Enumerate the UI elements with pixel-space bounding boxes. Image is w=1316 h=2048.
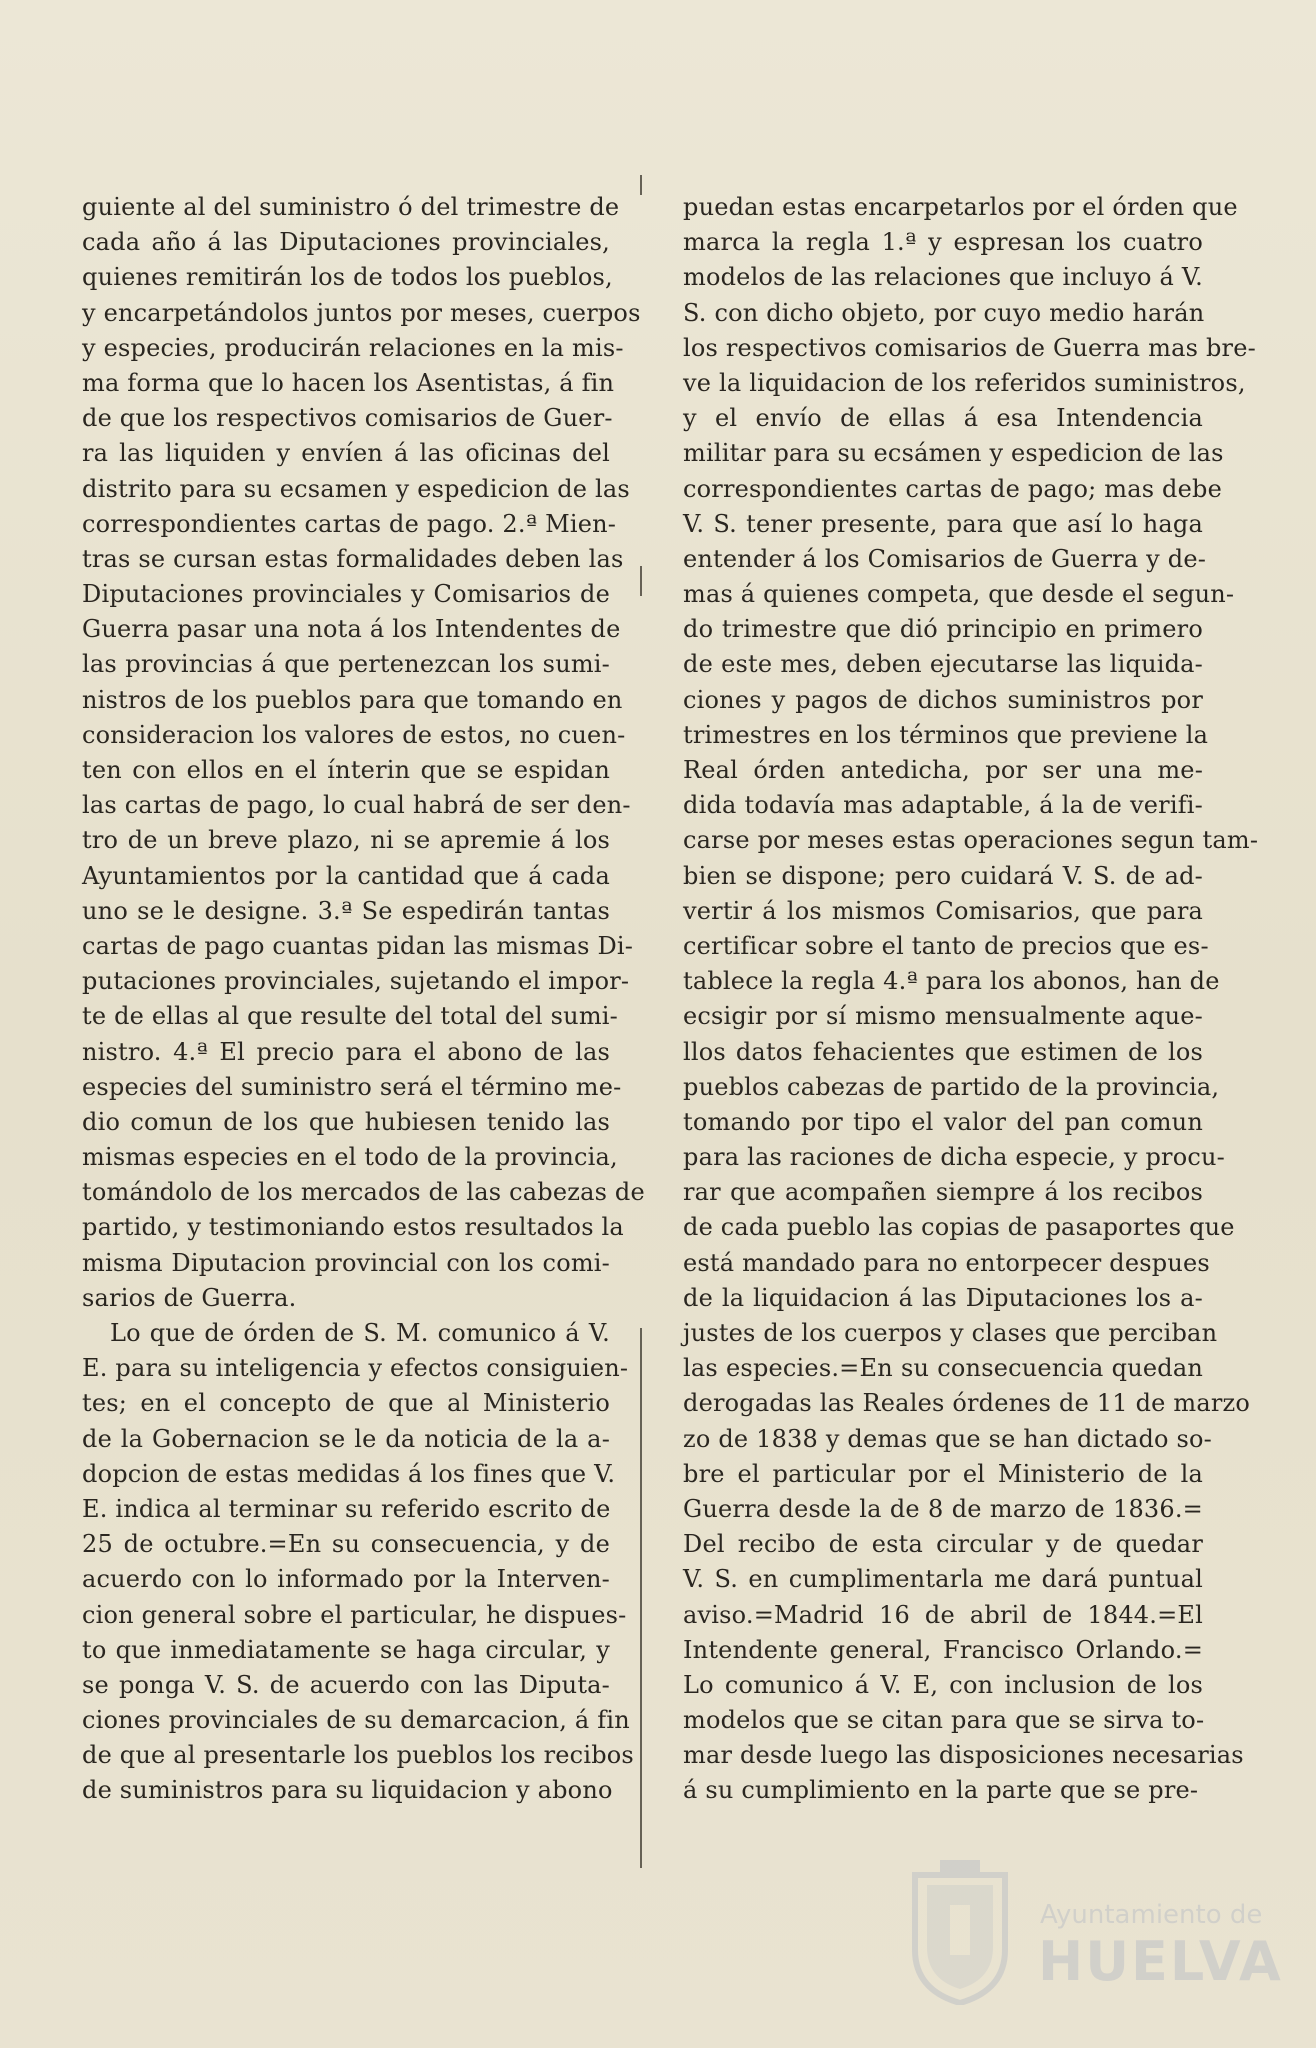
text-line: acuerdo con lo informado por la Interven-	[82, 1565, 610, 1594]
text-line: cion general sobre el particular, he dispues-	[82, 1600, 627, 1629]
text-line: tomándolo de los mercados de las cabezas de	[82, 1178, 645, 1207]
text-line: uno se le designe. 3.ª Se espedirán tantas	[82, 896, 610, 925]
text-line: Intendente general, Francisco Orlando.=	[683, 1635, 1203, 1664]
text-line: E. para su inteligencia y efectos consiguien-	[82, 1354, 629, 1383]
text-line: ciones y pagos de dichos suministros por	[683, 685, 1203, 714]
text-line: y especies, producirán relaciones en la mis-	[82, 333, 624, 362]
text-line: mas á quienes competa, que desde el segun-	[683, 580, 1235, 609]
text-line: do trimestre que dió principio en primero	[683, 615, 1203, 644]
text-line: dopcion de estas medidas á los fines que V.	[82, 1459, 616, 1488]
text-line: llos datos fehacientes que estimen de los	[683, 1037, 1203, 1066]
text-line: nistros de los pueblos para que tomando en	[82, 685, 623, 714]
text-line: distrito para su ecsamen y espedicion de las	[82, 474, 630, 503]
huelva-shield-icon	[905, 1855, 1015, 2005]
text-line: puedan estas encarpetarlos por el órden que	[683, 193, 1238, 221]
text-line: marca la regla 1.ª y espresan los cuatro	[683, 228, 1203, 257]
text-line: dio comun de los que hubiesen tenido las	[82, 1107, 610, 1136]
text-line: Ayuntamientos por la cantidad que á cada	[82, 861, 610, 890]
column-divider-mark	[640, 566, 642, 596]
text-line: sarios de Guerra.	[82, 1283, 297, 1312]
text-line: zo de 1838 y demas que se han dictado so-	[683, 1424, 1212, 1453]
text-line: los respectivos comisarios de Guerra mas bre-	[683, 333, 1256, 362]
text-line: y encarpetándolos juntos por meses, cuerpos	[82, 298, 641, 327]
text-line: misma Diputacion provincial con los comi-	[82, 1248, 610, 1277]
text-line: y el envío de ellas á esa Intendencia	[683, 404, 1203, 433]
text-line: Del recibo de esta circular y de quedar	[683, 1530, 1203, 1559]
text-line: ten con ellos en el ínterin que se espidan	[82, 756, 610, 784]
text-line: cartas de pago cuantas pidan las mismas Di-	[82, 931, 634, 960]
text-line: de este mes, deben ejecutarse las liquida-	[683, 650, 1203, 679]
text-line: correspondientes cartas de pago. 2.ª Mien-	[82, 509, 617, 538]
text-line: Real órden antedicha, por ser una me-	[683, 756, 1203, 784]
text-line: quienes remitirán los de todos los pueblos,	[82, 263, 613, 292]
text-line: las especies.=En su consecuencia quedan	[683, 1354, 1203, 1383]
text-line: de que los respectivos comisarios de Guer-	[82, 404, 613, 433]
right-text-column	[683, 190, 1259, 1809]
text-line: carse por meses estas operaciones segun tam-	[683, 826, 1259, 855]
text-line: cada año á las Diputaciones provinciales,	[82, 228, 610, 257]
text-line: guiente al del suministro ó del trimestre de	[82, 193, 620, 221]
text-line: correspondientes cartas de pago; mas debe	[683, 474, 1222, 503]
text-line: 25 de octubre.=En su consecuencia, y de	[82, 1530, 610, 1559]
text-line: V. S. tener presente, para que así lo haga	[683, 509, 1203, 538]
text-line: tro de un breve plazo, ni se apremie á los	[82, 826, 610, 855]
text-line: bien se dispone; pero cuidará V. S. de ad-	[683, 861, 1203, 890]
text-line: V. S. en cumplimentarla me dará puntual	[683, 1565, 1203, 1594]
text-line: tomando por tipo el valor del pan comun	[683, 1107, 1203, 1136]
text-line: á su cumplimiento en la parte que se pre-	[683, 1776, 1199, 1805]
text-line: de cada pueblo las copias de pasaportes que	[683, 1213, 1235, 1242]
text-line: se ponga V. S. de acuerdo con las Diputa-	[82, 1670, 610, 1699]
archive-watermark	[905, 1855, 1285, 2005]
text-line: tes; en el concepto de que al Ministerio	[82, 1389, 610, 1418]
text-line: de que al presentarle los pueblos los recibos	[82, 1741, 634, 1770]
text-line: certificar sobre el tanto de precios que es-	[683, 931, 1209, 960]
text-line: de la liquidacion á las Diputaciones los a-	[683, 1283, 1203, 1312]
text-line: pueblos cabezas de partido de la provincia,	[683, 1072, 1220, 1101]
text-line: bre el particular por el Ministerio de la	[683, 1459, 1203, 1488]
column-divider-mark	[640, 175, 642, 195]
text-line: mismas especies en el todo de la provincia,	[82, 1143, 618, 1172]
text-line: derogadas las Reales órdenes de 11 de marzo	[683, 1389, 1250, 1418]
text-line: Diputaciones provinciales y Comisarios de	[82, 580, 610, 609]
watermark-title: HUELVA	[1038, 1930, 1283, 1993]
text-line: especies del suministro será el término me-	[82, 1072, 622, 1101]
text-line: vertir á los mismos Comisarios, que para	[683, 896, 1203, 925]
text-line: S. con dicho objeto, por cuyo medio harán	[683, 298, 1205, 327]
text-line: dida todavía mas adaptable, á la de verifi-	[683, 791, 1203, 820]
text-line: mar desde luego las disposiciones necesarias	[683, 1741, 1244, 1770]
text-line: ecsigir por sí mismo mensualmente aque-	[683, 1002, 1203, 1031]
text-line: Guerra desde la de 8 de marzo de 1836.=	[683, 1494, 1203, 1523]
text-line: las provincias á que pertenezcan los sumi-	[82, 650, 610, 679]
text-line: está mandado para no entorpecer despues	[683, 1248, 1210, 1277]
text-line: aviso.=Madrid 16 de abril de 1844.=El	[683, 1600, 1203, 1629]
text-line: militar para su ecsámen y espedicion de las	[683, 439, 1224, 468]
text-line: E. indica al terminar su referido escrito de	[82, 1494, 611, 1523]
text-line: nistro. 4.ª El precio para el abono de las	[82, 1037, 610, 1066]
text-line: rar que acompañen siempre á los recibos	[683, 1178, 1203, 1207]
text-line: putaciones provinciales, sujetando el impor-	[82, 967, 630, 996]
text-line: las cartas de pago, lo cual habrá de ser den-	[82, 791, 631, 820]
text-line: ra las liquiden y envíen á las oficinas del	[82, 439, 610, 468]
text-line: entender á los Comisarios de Guerra y de-	[683, 544, 1207, 573]
text-line: Guerra pasar una nota á los Intendentes de	[82, 615, 621, 644]
text-line: Lo comunico á V. E, con inclusion de los	[683, 1670, 1203, 1699]
text-line: de la Gobernacion se le da noticia de la a-	[82, 1424, 610, 1453]
text-line: para las raciones de dicha especie, y procu-	[683, 1143, 1225, 1172]
text-line: de suministros para su liquidacion y abono	[82, 1776, 613, 1805]
text-line: partido, y testimoniando estos resultados la	[82, 1213, 624, 1242]
text-line: te de ellas al que resulte del total del sumi-	[82, 1002, 618, 1031]
text-line: Lo que de órden de S. M. comunico á V.	[110, 1319, 610, 1347]
text-line: ve la liquidacion de los referidos suministros,	[683, 368, 1246, 397]
text-line: justes de los cuerpos y clases que perciban	[683, 1319, 1218, 1347]
watermark-subtitle: Ayuntamiento de	[1040, 1900, 1263, 1930]
text-line: trimestres en los términos que previene la	[683, 720, 1209, 749]
text-line: tras se cursan estas formalidades deben las	[82, 544, 624, 573]
column-divider-rule	[640, 1328, 642, 1868]
text-line: ciones provinciales de su demarcacion, á fin	[82, 1706, 630, 1735]
text-line: to que inmediatamente se haga circular, y	[82, 1635, 610, 1664]
text-line: modelos de las relaciones que incluyo á V.	[683, 263, 1203, 292]
text-line: ma forma que lo hacen los Asentistas, á fin	[82, 368, 615, 397]
text-line: modelos que se citan para que se sirva to-	[683, 1706, 1205, 1735]
text-line: tablece la regla 4.ª para los abonos, han de	[683, 967, 1220, 996]
left-text-column	[82, 190, 645, 1809]
text-line: consideracion los valores de estos, no cuen-	[82, 720, 626, 749]
